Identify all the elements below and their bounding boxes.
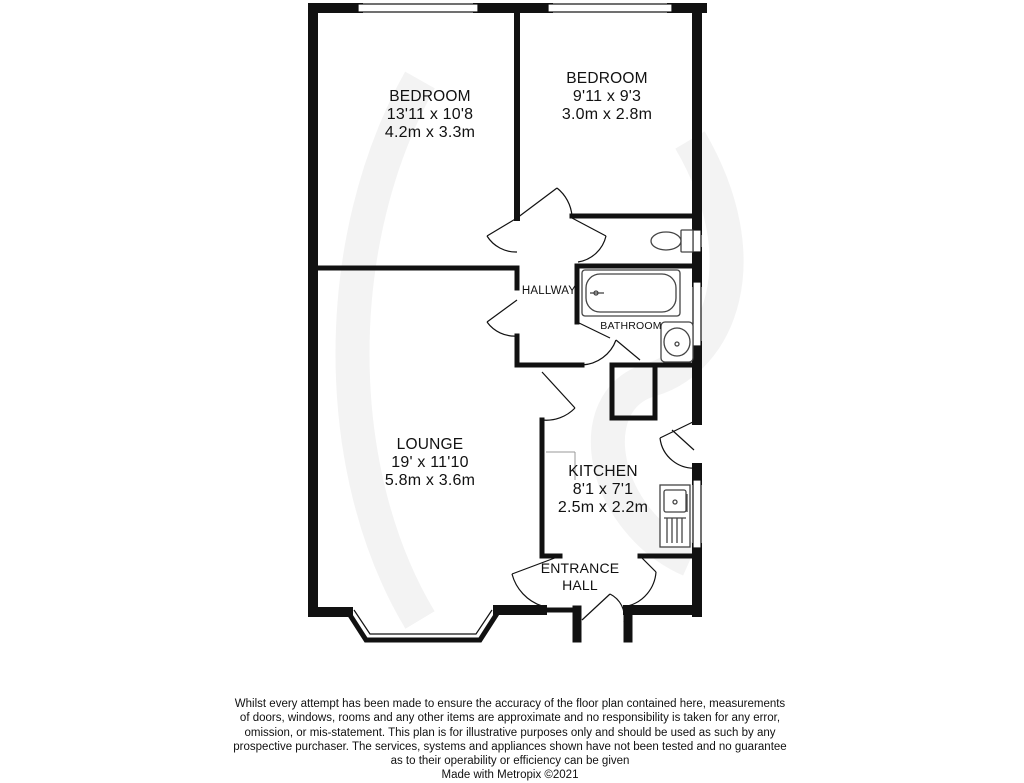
entrance-hall-line2: HALL <box>562 577 598 593</box>
kitchen-name: KITCHEN <box>568 463 638 480</box>
disclaimer-line: as to their operability or efficiency can be given <box>390 755 630 768</box>
bathroom-label: BATHROOM <box>600 320 662 332</box>
disclaimer-text <box>160 697 860 783</box>
entrance-hall-line1: ENTRANCE <box>540 560 620 576</box>
bedroom-1-name: BEDROOM <box>389 88 471 105</box>
bedroom-2-name: BEDROOM <box>566 70 648 87</box>
lounge-metric: 5.8m x 3.6m <box>384 472 476 489</box>
kitchen-imperial: 8'1 x 7'1 <box>572 481 634 498</box>
lounge-label <box>360 436 500 490</box>
disclaimer-line: Made with Metropix ©2021 <box>441 769 579 782</box>
lounge-name: LOUNGE <box>396 436 464 453</box>
kitchen-label <box>533 463 673 517</box>
bedroom-1-metric: 4.2m x 3.3m <box>384 124 476 141</box>
disclaimer-line: Whilst every attempt has been made to ensure the accuracy of the floor plan contained here, measurements <box>234 698 786 710</box>
bedroom-2-label <box>537 70 677 124</box>
disclaimer-line: of doors, windows, rooms and any other items are approximate and no responsibility is taken for any error, <box>239 712 781 725</box>
kitchen-metric: 2.5m x 2.2m <box>557 499 649 516</box>
bedroom-1-label <box>360 88 500 142</box>
hallway-label: HALLWAY <box>521 285 577 297</box>
bedroom-2-imperial: 9'11 x 9'3 <box>572 88 642 105</box>
lounge-imperial: 19' x 11'10 <box>391 454 469 471</box>
disclaimer-line: prospective purchaser. The services, systems and appliances shown have not been tested and no guarantee <box>233 740 787 753</box>
bedroom-2-metric: 3.0m x 2.8m <box>561 106 653 123</box>
bedroom-1-imperial: 13'11 x 10'8 <box>386 106 474 123</box>
entrance-hall-label <box>520 560 640 594</box>
disclaimer-line: omission, or mis-statement. This plan is for illustrative purposes only and should be used as such by any <box>244 726 776 739</box>
